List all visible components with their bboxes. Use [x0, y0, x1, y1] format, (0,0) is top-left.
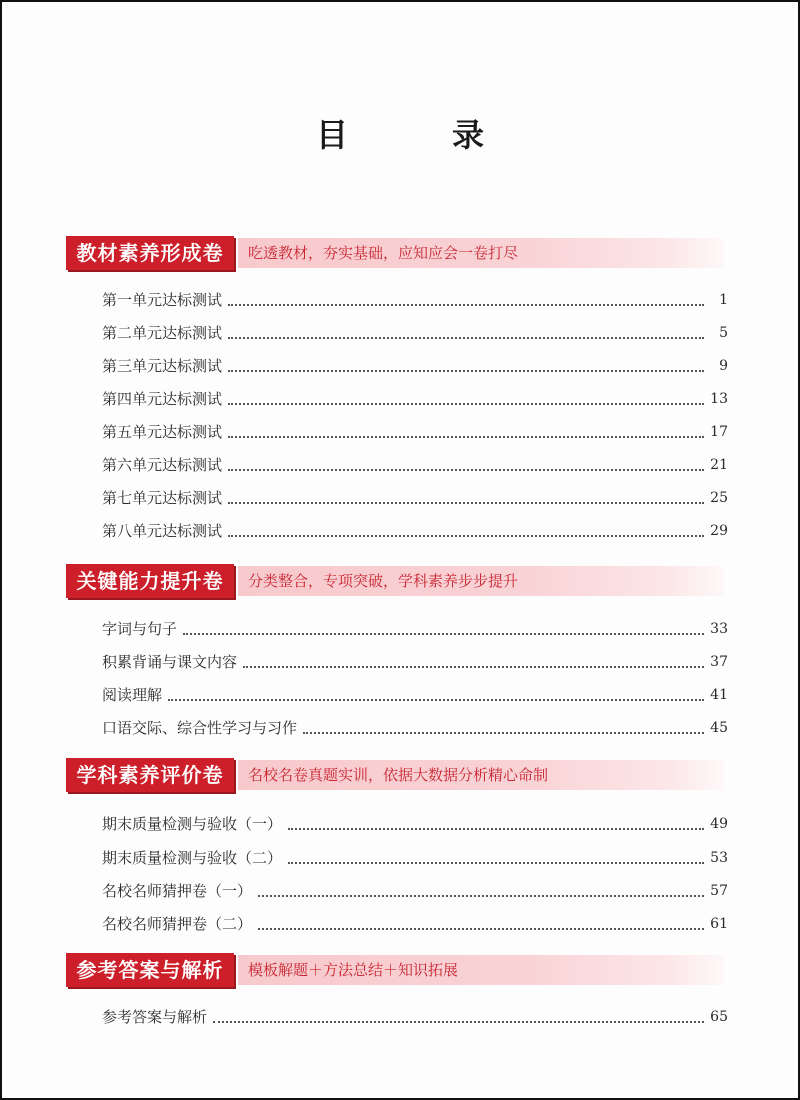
entry-page: 25	[710, 490, 728, 506]
section-label: 参考答案与解析	[66, 953, 234, 987]
leader-dots	[303, 732, 704, 734]
toc-entry[interactable]	[102, 647, 728, 673]
toc-entry[interactable]	[102, 843, 728, 869]
section-label: 关键能力提升卷	[66, 564, 234, 598]
page-title: 目 录	[315, 116, 520, 154]
entry-title: 第三单元达标测试	[102, 357, 223, 375]
leader-dots	[168, 699, 704, 701]
toc-entry[interactable]	[102, 285, 728, 311]
leader-dots	[228, 337, 704, 339]
toc-entry[interactable]	[102, 351, 728, 377]
entry-page: 45	[710, 720, 728, 736]
entry-page: 17	[710, 424, 728, 440]
section-tagline: 模板解题＋方法总结＋知识拓展	[238, 955, 724, 985]
entry-page: 1	[719, 292, 728, 308]
leader-dots	[228, 403, 704, 405]
entry-title: 积累背诵与课文内容	[102, 653, 238, 671]
toc-entry[interactable]	[102, 1002, 728, 1028]
entry-page: 37	[710, 654, 728, 670]
entry-page: 41	[710, 687, 728, 703]
section-header-1	[66, 236, 726, 270]
section-tagline: 名校名卷真题实训，依据大数据分析精心命制	[238, 760, 724, 790]
leader-dots	[228, 535, 704, 537]
entry-title: 名校名师猜押卷（一）	[102, 882, 253, 900]
leader-dots	[258, 895, 704, 897]
toc-entry[interactable]	[102, 909, 728, 935]
section-header-2	[66, 564, 726, 598]
section-header-3	[66, 758, 726, 792]
toc-entry[interactable]	[102, 713, 728, 739]
entry-title: 第六单元达标测试	[102, 456, 223, 474]
entry-title: 期末质量检测与验收（二）	[102, 849, 283, 867]
toc-entry[interactable]	[102, 318, 728, 344]
entry-title: 期末质量检测与验收（一）	[102, 815, 283, 833]
toc-entry[interactable]	[102, 483, 728, 509]
leader-dots	[183, 633, 704, 635]
leader-dots	[213, 1021, 704, 1023]
toc-entry[interactable]	[102, 680, 728, 706]
entry-title: 第七单元达标测试	[102, 489, 223, 507]
entry-page: 5	[719, 325, 728, 341]
entry-page: 33	[710, 621, 728, 637]
entry-page: 53	[710, 850, 728, 866]
section-label: 学科素养评价卷	[66, 758, 234, 792]
leader-dots	[228, 304, 704, 306]
toc-entry[interactable]	[102, 450, 728, 476]
section-tagline: 吃透教材，夯实基础，应知应会一卷打尽	[238, 238, 724, 268]
entry-page: 13	[710, 391, 728, 407]
entry-page: 9	[719, 358, 728, 374]
leader-dots	[228, 502, 704, 504]
section-label: 教材素养形成卷	[66, 236, 234, 270]
entry-page: 57	[710, 883, 728, 899]
entry-title: 第五单元达标测试	[102, 423, 223, 441]
section-tagline: 分类整合，专项突破，学科素养步步提升	[238, 566, 724, 596]
entry-page: 65	[710, 1009, 728, 1025]
entry-title: 第二单元达标测试	[102, 324, 223, 342]
entry-page: 49	[710, 816, 728, 832]
entry-title: 口语交际、综合性学习与习作	[102, 719, 298, 737]
leader-dots	[228, 469, 704, 471]
entry-page: 21	[710, 457, 728, 473]
leader-dots	[258, 928, 704, 930]
leader-dots	[288, 828, 704, 830]
toc-entry[interactable]	[102, 809, 728, 835]
section-header-4	[66, 953, 726, 987]
leader-dots	[228, 436, 704, 438]
toc-entry[interactable]	[102, 614, 728, 640]
toc-entry[interactable]	[102, 417, 728, 443]
leader-dots	[228, 370, 704, 372]
entry-title: 名校名师猜押卷（二）	[102, 915, 253, 933]
entry-title: 阅读理解	[102, 686, 163, 704]
toc-entry[interactable]	[102, 384, 728, 410]
toc-entry[interactable]	[102, 876, 728, 902]
toc-entry[interactable]	[102, 516, 728, 542]
leader-dots	[243, 666, 704, 668]
entry-title: 第一单元达标测试	[102, 291, 223, 309]
entry-page: 29	[710, 523, 728, 539]
entry-title: 参考答案与解析	[102, 1008, 208, 1026]
leader-dots	[288, 862, 704, 864]
entry-title: 第八单元达标测试	[102, 522, 223, 540]
entry-title: 第四单元达标测试	[102, 390, 223, 408]
entry-title: 字词与句子	[102, 620, 178, 638]
entry-page: 61	[710, 916, 728, 932]
